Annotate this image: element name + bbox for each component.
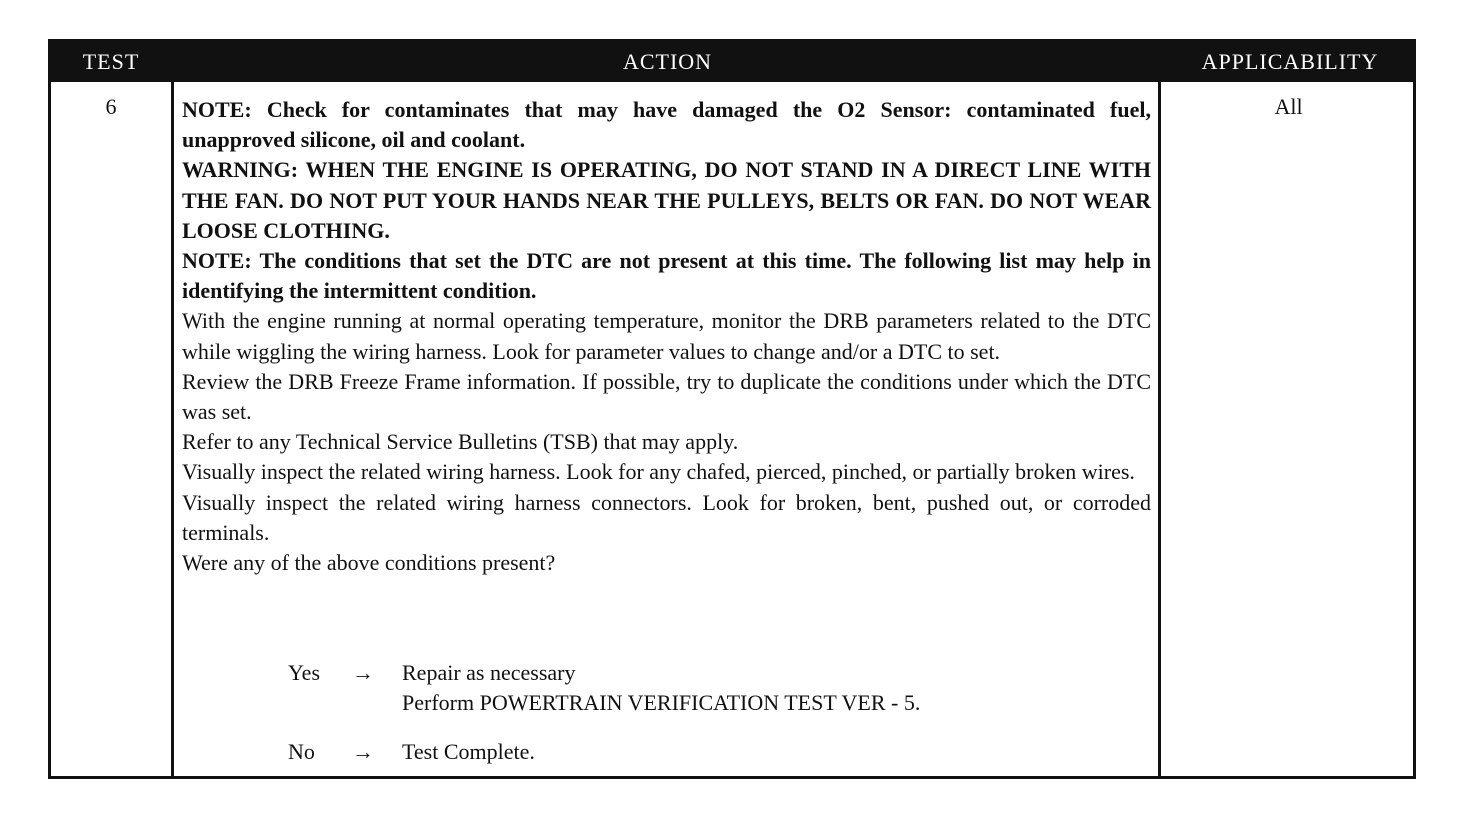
- procedure-table: [48, 39, 1416, 779]
- step-monitor-drb: With the engine running at normal operating temperature, monitor the DRB parameters related to the DTC while wiggling the wiring harness. Look for parameter values to change and/or a DTC to set.: [182, 308, 1151, 364]
- note-intermittent: NOTE: The conditions that set the DTC are not present at this time. The following list may help in identifying the intermittent condition.: [182, 248, 1151, 304]
- question: Were any of the above conditions present?: [182, 550, 556, 576]
- table-header: [51, 42, 1413, 82]
- action-cell: [182, 95, 1151, 578]
- column-divider: [1158, 82, 1161, 776]
- arrow-icon: →: [352, 660, 374, 685]
- warning-fan: WARNING: WHEN THE ENGINE IS OPERATING, DO NOT STAND IN A DIRECT LINE WITH THE FAN. DO NOT PUT YOUR HANDS NEAR THE PULLEYS, BELTS OR FAN. DO NOT WEAR LOOSE CLOTHING.: [182, 157, 1151, 243]
- applicability-value: All: [1274, 94, 1303, 119]
- column-divider: [171, 82, 174, 776]
- answer-yes-label: Yes: [288, 660, 321, 685]
- header-action: ACTION: [622, 49, 713, 74]
- step-inspect-harness: Visually inspect the related wiring harness. Look for any chafed, pierced, pinched, or partially broken wires.: [182, 459, 1135, 485]
- answer-no-line1: Test Complete.: [402, 739, 535, 764]
- arrow-icon: →: [352, 739, 374, 764]
- step-tsb: Refer to any Technical Service Bulletins (TSB) that may apply.: [182, 429, 739, 455]
- note-contaminates: NOTE: Check for contaminates that may have damaged the O2 Sensor: contaminated fuel, unapproved silicone, oil and coolant.: [182, 97, 1151, 153]
- test-number: 6: [105, 94, 117, 119]
- answer-yes-line2: Perform POWERTRAIN VERIFICATION TEST VER - 5.: [402, 690, 921, 715]
- header-test: TEST: [82, 49, 140, 74]
- header-applicability: APPLICABILITY: [1201, 49, 1379, 74]
- answer-no-label: No: [288, 739, 315, 764]
- answer-yes-line1: Repair as necessary: [402, 660, 576, 685]
- step-freeze-frame: Review the DRB Freeze Frame information. If possible, try to duplicate the conditions under which the DTC was set.: [182, 368, 1151, 425]
- step-inspect-connectors: Visually inspect the related wiring harness connectors. Look for broken, bent, pushed out, or corroded terminals.: [182, 489, 1151, 545]
